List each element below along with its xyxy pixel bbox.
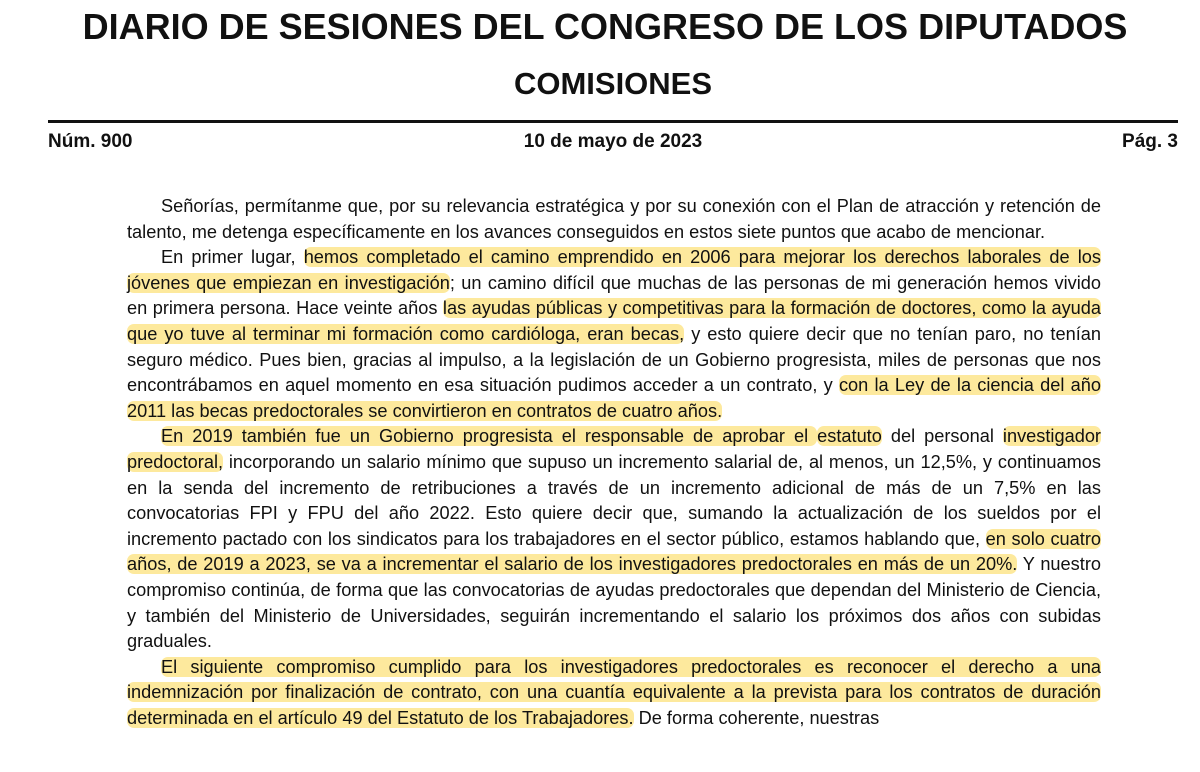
page-number: Pág. 3 [1122,131,1178,152]
highlight: El siguiente compromiso cumplido para los investigadores predoctorales es reconocer el derecho a una indemnización por finalización de contrato, con una cuantía equivalente a la prevista para los contratos de duración determinada en el artículo 49 del Estatuto de los Trabajadores. [127,656,1101,728]
journal-title: DIARIO DE SESIONES DEL CONGRESO DE LOS DIPUTADOS [82,6,1128,47]
paragraph-2 [127,245,1101,424]
text-run: y esto quiere decir que no tenían paro, no tenían seguro médico. Pues bien, gracias al impulso, a la legislación de un Gobierno progresista, miles de personas que nos encontrábamos en aquel momento en esa situación pudimos acceder a un contrato, y [127,323,1101,396]
document-body [127,194,1101,731]
text-run: incorporando un salario mínimo que supuso un incremento salarial de, al menos, un 12,5%, y continuamos en la senda del incremento de retribuciones a través de un incremento adicional de más de un 7,5% en las convocatorias FPI y FPU del año 2022. Esto quiere decir que, sumando la actualización de los sueldos por el incremento pactado con los sindicatos para los trabajadores en el sector público, estamos hablando que, [127,451,1101,549]
section-title: COMISIONES [513,66,713,101]
text-run: De forma coherente, nuestras [633,707,880,728]
highlight: con la Ley de la ciencia del año 2011 las becas predoctorales se convirtieron en contratos de cuatro años. [127,375,1101,421]
issue-date: 10 de mayo de 2023 [523,131,703,152]
highlight: en solo cuatro años, de 2019 a 2023, se va a incrementar el salario de los investigadores predoctorales en más de un 20%. [127,528,1102,575]
highlight: estatuto [817,426,882,447]
text-run: del personal [881,426,1003,447]
text-run: En primer lugar, [161,247,304,268]
paragraph-4 [127,655,1101,732]
highlight: investigador predoctoral, [127,426,1101,472]
header-meta [48,131,1178,155]
issue-number: Núm. 900 [48,131,133,152]
text-run: ; un camino difícil que muchas de las personas de mi generación hemos vivido en primera persona. Hace veinte años [127,272,1101,319]
paragraph-3 [127,424,1101,654]
highlight: En 2019 también fue un Gobierno progresista el responsable de aprobar el [161,426,818,447]
header-rule [48,120,1178,123]
highlight: hemos completado el camino emprendido en 2006 para mejorar los derechos laborales de los jóvenes que empiezan en investigación [127,247,1101,293]
highlight: las ayudas públicas y competitivas para la formación de doctores, como la ayuda que yo tuve al terminar mi formación como cardióloga, eran becas, [127,298,1102,344]
paragraph-1: Señorías, permítanme que, por su relevancia estratégica y por su conexión con el Plan de atracción y retención de talento, me detenga específicamente en los avances conseguidos en estos siete puntos que acabo de mencionar. [127,196,1101,242]
text-run: Y nuestro compromiso continúa, de forma que las convocatorias de ayudas predoctorales que dependan del Ministerio de Ciencia, y también del Ministerio de Universidades, seguirán incrementando el salario los próximos dos años con subidas graduales. [127,554,1101,652]
